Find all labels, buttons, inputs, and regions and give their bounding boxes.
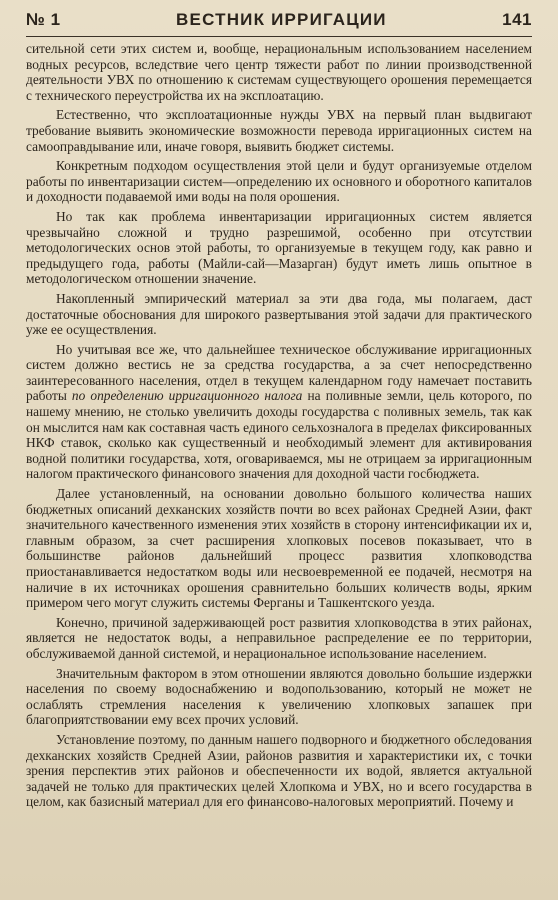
paragraph [26,666,532,728]
paragraph-text: Конечно, причиной задерживающей рост развития хлопководства в этих районах, является не недостаток воды, а неправильное распределение ее по территории, обслуживаемой данной системой, и нерациональное использование населением. [26,614,532,661]
paragraph-text: Установление поэтому, по данным нашего подворного и бюджетного обследования дехканских хозяйств Средней Азии, районов развития и характеристики их, с точки зрения перспектив этих районов и обеспеченности их водой, является актуальной задачей не только для практических целей Хлопкома и УВХ, но и всего государства в целом, как базисный материал для его финансово-налоговых мероприятий. Почему и [26,731,532,810]
paragraph-text: сительной сети этих систем и, вообще, нерациональным использованием населением водных ресурсов, вследствие чего центр тяжести работ по линии производственной деятельности УВХ по отношению к системам существующего орошения перемещается с технического переустройства их на эксплоатацию. [26,41,532,103]
paragraph-text: Но учитывая все же, что дальнейшее техническое обслуживание ирригационных систем должно вестись не за средства государства, а за счет непосредственно заинтересованного населения, отдел в текущем календарном году намечает поставить работы [26,341,532,404]
header-rule [26,36,532,37]
paragraph-text: Накопленный эмпирический материал за эти два года, мы полагаем, даст достаточные обоснования для широкого развертывания этой задачи для практического уже ее осуществления. [26,290,532,338]
paragraph-text: Естественно, что эксплоатационные нужды УВХ на первый план выдвигают требование выявить экономические возможности перевода ирригационных систем на самооправдывание или, иначе говоря, выявить бюджет системы. [26,107,532,154]
paragraph-text-continued: на поливные земли, цель которого, по нашему мнению, не столько увеличить доходы государства с поливных земель, так как он мыслится нам как составная часть единого сельхозналога в пределах фиксированных НКФ ставок, сколько как существенный и необходимый элемент для активирования водной политики государства, хотя, оговариваемся, мы не отрицаем за ирригационным налогом практического финансового значения для доходной части госбюджета. [26,388,532,482]
paragraph [26,615,532,662]
paragraph [26,732,532,810]
paragraph [26,291,532,338]
paragraph [26,209,532,287]
paragraph-text: Далее установленный, на основании довольно большого количества наших бюджетных описаний дехканских хозяйств почти во всех районах Средней Азии, факт значительного качественного изменения этих хозяйств в сторону интенсификации их и, главным образом, за счет расширения хлопковых посевов показывает, что в большинстве районов дальнейший процесс развития хлопководства приостанавливается недостатком воды или несвоевременной ее подачей, несмотря на наличие в их источниках орошения сравнительно больших количеств воды, ярким примером чего могут служить системы Ферганы и Ташкентского уезда. [26,486,532,611]
running-header [26,6,532,34]
paragraph [26,486,532,611]
paragraph [26,107,532,154]
paragraph-text: Конкретным подходом осуществления этой цели и будут организуемые отделом работы по инвентаризации систем—определению их основного и оборотного капиталов и доходности подаваемой ими воды на поля орошения. [26,158,532,205]
page-number: 141 [502,10,532,29]
paragraph [26,41,532,103]
paragraph-text: Значительным фактором в этом отношении являются довольно большие издержки населения по своему водоснабжению и водопользованию, который не может не ослаблять стремления населения к увеличению хлопковых запашек при благоприятствовании ему всех прочих условий. [26,665,532,728]
paragraph [26,342,532,482]
article-body [26,41,532,810]
paragraph-text: Но так как проблема инвентаризации ирригационных систем является чрезвычайно сложной и трудно разрешимой, особенно при отсутствии методологических основ этой работы, то организуемые в текущем году, как равно и предыдущего года, работы (Майли-сай—Мазарган) будут иметь лишь опытное в методологическом отношении значение. [26,208,532,287]
issue-number: № 1 [26,10,61,29]
journal-title: ВЕСТНИК ИРРИГАЦИИ [176,10,387,29]
paragraph [26,158,532,205]
emphasized-text: по определению ирригационного налога [71,388,303,404]
